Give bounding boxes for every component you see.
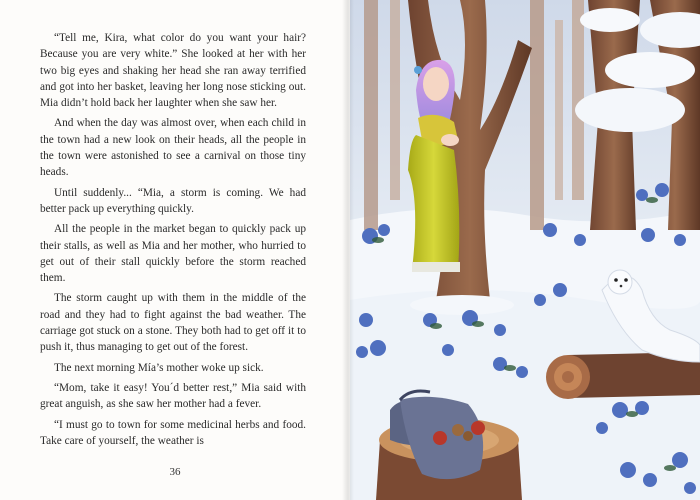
paragraph: “I must go to town for some medicinal herbs and food. Take care of yourself, the weather is — [40, 418, 306, 447]
blue-rose-icon — [655, 183, 669, 197]
blue-rose-icon — [596, 422, 608, 434]
paragraph: The next morning Mía’s mother woke up sick. — [54, 361, 264, 374]
paragraph: The storm caught up with them in the middle of the road and they had to fight against the bad weather. The carriage got stuck on a stone. They both had to get off it to push it, thus managing to get out of the forest. — [40, 292, 306, 354]
blue-rose-icon — [620, 462, 636, 478]
blue-rose-icon — [442, 344, 454, 356]
blue-rose-icon — [378, 224, 390, 236]
blue-rose-icon — [684, 482, 696, 494]
blue-rose-icon — [543, 223, 557, 237]
blue-rose-icon — [672, 452, 688, 468]
paragraph: “Tell me, Kira, what color do you want your hair? Because you are very white.” She looked at her with her two big eyes and shaking her head she ran away terrified and got into her basket, leaving her long nose sticking out. Mia didn’t hold back her laughter when she saw her. — [40, 32, 306, 110]
story-text — [40, 30, 306, 453]
book-gutter — [342, 0, 354, 500]
forest-illustration — [350, 0, 700, 500]
walnut-icon — [452, 424, 464, 436]
blue-rose-icon — [359, 313, 373, 327]
blue-rose-icon — [356, 346, 368, 358]
page-number: 36 — [169, 466, 181, 478]
blue-rose-icon — [643, 473, 657, 487]
blue-rose-icon — [370, 340, 386, 356]
blue-rose-icon — [674, 234, 686, 246]
blue-rose-icon — [494, 324, 506, 336]
blue-rose-icon — [612, 402, 628, 418]
blue-rose-icon — [534, 294, 546, 306]
blue-rose-icon — [574, 234, 586, 246]
apple-icon — [471, 421, 485, 435]
paragraph: “Mom, take it easy! You´d better rest,” Mia said with great anguish, as she saw her mother had a fever. — [40, 381, 306, 411]
paragraph: Until suddenly... “Mia, a storm is coming. We had better pack up everything quickly. — [40, 186, 306, 215]
walnut-icon — [463, 431, 473, 441]
paragraph: All the people in the market began to quickly pack up their stalls, as well as Mia and her mother, who hurried to get out of their stall quickly before the storm reached them. — [40, 223, 306, 285]
blue-rose-icon — [553, 283, 567, 297]
apple-icon — [433, 431, 447, 445]
paragraph: And when the day was almost over, when each child in the town had a new look on their heads, all the people in the town were astonished to see a carnival on those tiny heads. — [40, 117, 306, 179]
blue-rose-icon — [516, 366, 528, 378]
illustration-page — [350, 0, 700, 500]
blue-rose-icon — [636, 189, 648, 201]
blue-rose-icon — [641, 228, 655, 242]
